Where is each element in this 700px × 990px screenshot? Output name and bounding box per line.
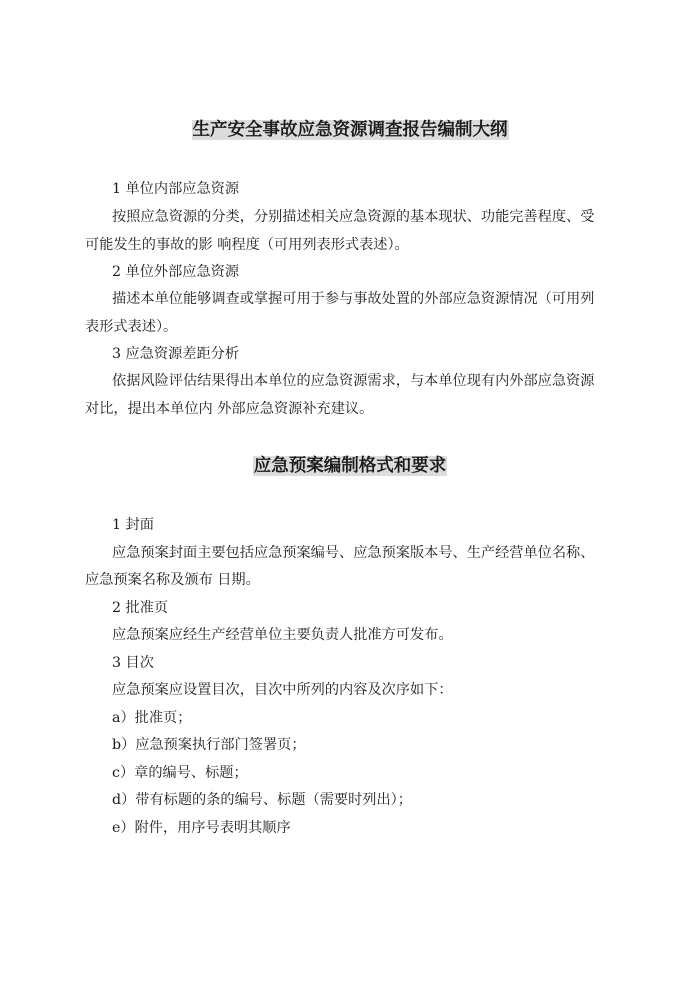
- paragraph-line: 应急预案名称及颁布 日期。: [85, 572, 260, 588]
- list-item: d）带有标题的条的编号、标题（需要时列出）；: [112, 792, 412, 808]
- heading-cover: 1 封面: [112, 517, 154, 533]
- paragraph-line: 可能发生的事故的影 响程度（可用列表形式表述）。: [85, 237, 409, 253]
- list-item: b）应急预案执行部门签署页；: [112, 737, 306, 753]
- paragraph-line: 依据风险评估结果得出本单位的应急资源需求，与本单位现有内外部应急资源: [112, 373, 595, 389]
- section-title-text: 应急预案编制格式和要求: [253, 456, 447, 476]
- section-title-text: 生产安全事故应急资源调查报告编制大纲: [192, 120, 508, 140]
- paragraph-line: 应急预案应经生产经营单位主要负责人批准方可发布。: [112, 627, 453, 643]
- paragraph-line: 描述本单位能够调查或掌握可用于参与事故处置的外部应急资源情况（可用列: [112, 291, 595, 307]
- section-title-resource-survey: [0, 117, 700, 143]
- heading-approval-page: 2 批准页: [112, 600, 169, 616]
- paragraph-line: 对比，提出本单位内 外部应急资源补充建议。: [85, 401, 374, 417]
- section-title-plan-format: [0, 453, 700, 479]
- list-item: c）章的编号、标题；: [112, 765, 248, 781]
- heading-internal-resources: 1 单位内部应急资源: [112, 181, 240, 197]
- heading-external-resources: 2 单位外部应急资源: [112, 264, 240, 280]
- paragraph-line: 按照应急资源的分类，分别描述相关应急资源的基本现状、功能完善程度、受: [112, 209, 595, 225]
- heading-table-of-contents: 3 目次: [112, 655, 154, 671]
- paragraph-line: 应急预案封面主要包括应急预案编号、应急预案版本号、生产经营单位名称、: [112, 545, 595, 561]
- list-item: a）批准页；: [112, 710, 192, 726]
- paragraph-line: 应急预案应设置目次，目次中所列的内容及次序如下：: [112, 682, 453, 698]
- heading-gap-analysis: 3 应急资源差距分析: [112, 346, 240, 362]
- paragraph-line: 表形式表述）。: [85, 319, 178, 335]
- list-item: e）附件，用序号表明其顺序: [112, 820, 291, 836]
